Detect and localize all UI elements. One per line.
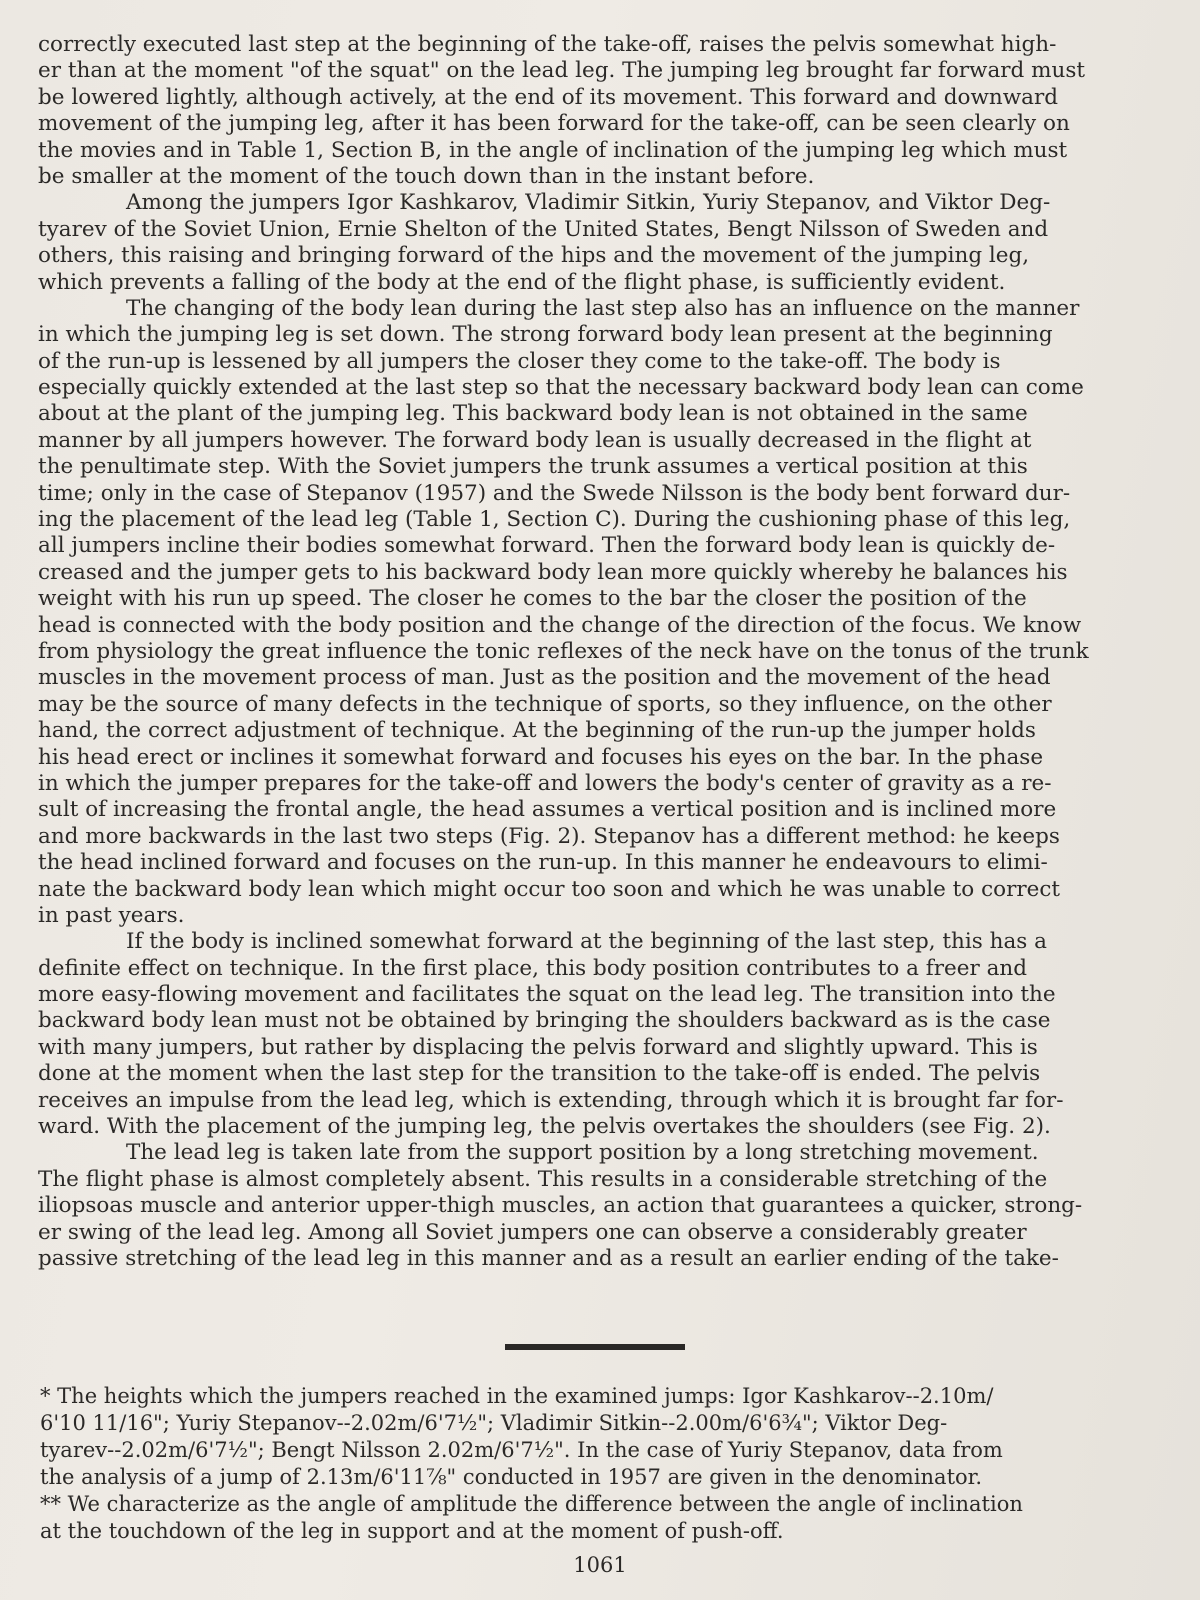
body-line: movement of the jumping leg, after it has been forward for the take-off, can be seen clearly on (38, 111, 1070, 137)
body-line: others, this raising and bringing forward of the hips and the movement of the jumping leg, (38, 243, 1030, 269)
body-line: especially quickly extended at the last step so that the necessary backward body lean can come (38, 375, 1084, 401)
body-line: receives an impulse from the lead leg, which is extending, through which it is brought far for- (38, 1087, 1064, 1113)
body-line: of the run-up is lessened by all jumpers the closer they come to the take-off. The body is (38, 348, 1001, 374)
body-line: correctly executed last step at the beginning of the take-off, raises the pelvis somewhat high- (38, 32, 1057, 57)
body-line: head is connected with the body position and the change of the direction of the focus. We know (38, 612, 1082, 638)
footnotes (40, 1383, 1180, 1545)
body-line: time; only in the case of Stepanov (1957) and the Swede Nilsson is the body bent forward dur- (38, 480, 1071, 506)
body-line: done at the moment when the last step for the transition to the take-off is ended. The pelvis (38, 1061, 1041, 1087)
body-line: creased and the jumper gets to his backward body lean more quickly whereby he balances his (38, 559, 1068, 585)
body-line: the penultimate step. With the Soviet jumpers the trunk assumes a vertical position at this (38, 454, 1028, 480)
body-line: definite effect on technique. In the first place, this body position contributes to a freer and (38, 955, 1028, 981)
body-line: be lowered lightly, although actively, at the end of its movement. This forward and downward (38, 84, 1058, 110)
body-line: The flight phase is almost completely absent. This results in a considerable stretching of the (38, 1166, 1048, 1192)
body-line: The changing of the body lean during the last step also has an influence on the manner (126, 295, 1080, 321)
body-text (38, 32, 1178, 1272)
body-line: The lead leg is taken late from the support position by a long stretching movement. (126, 1140, 1039, 1166)
body-line: Among the jumpers Igor Kashkarov, Vladimir Sitkin, Yuriy Stepanov, and Viktor Deg- (126, 190, 1051, 216)
body-line: the movies and in Table 1, Section B, in the angle of inclination of the jumping leg which must (38, 137, 1068, 163)
body-line: er than at the moment "of the squat" on the lead leg. The jumping leg brought far forward must (38, 58, 1086, 84)
body-line: hand, the correct adjustment of technique. At the beginning of the run-up the jumper holds (38, 718, 1036, 744)
body-line: sult of increasing the frontal angle, the head assumes a vertical position and is inclined more (38, 797, 1057, 823)
body-line: backward body lean must not be obtained by bringing the shoulders backward as is the case (38, 1008, 1051, 1034)
body-line: all jumpers incline their bodies somewhat forward. Then the forward body lean is quickly de- (38, 533, 1056, 559)
footnote-line: ** We characterize as the angle of amplitude the difference between the angle of inclination (40, 1492, 1023, 1516)
footnote-line: at the touchdown of the leg in support and at the moment of push-off. (40, 1519, 784, 1543)
body-line: which prevents a falling of the body at the end of the flight phase, is sufficiently evident. (38, 269, 1006, 295)
body-line: from physiology the great influence the tonic reflexes of the neck have on the tonus of the trunk (38, 638, 1089, 664)
page-number: 1061 (573, 1553, 627, 1577)
body-line: tyarev of the Soviet Union, Ernie Shelton of the United States, Bengt Nilsson of Sweden and (38, 216, 1049, 242)
body-line: manner by all jumpers however. The forward body lean is usually decreased in the flight at (38, 427, 1032, 453)
body-line: his head erect or inclines it somewhat forward and focuses his eyes on the bar. In the phase (38, 744, 1044, 770)
footnote-line: tyarev--2.02m/6'7½"; Bengt Nilsson 2.02m/6'7½". In the case of Yuriy Stepanov, data from (40, 1438, 1003, 1462)
body-line: with many jumpers, but rather by displacing the pelvis forward and slightly upward. This is (38, 1034, 1038, 1060)
body-line: If the body is inclined somewhat forward at the beginning of the last step, this has a (126, 929, 1047, 955)
body-line: muscles in the movement process of man. Just as the position and the movement of the head (38, 665, 1051, 691)
body-line: passive stretching of the lead leg in this manner and as a result an earlier ending of the take- (38, 1245, 1059, 1271)
footnote-separator (505, 1344, 685, 1350)
body-line: in which the jumper prepares for the take-off and lowers the body's center of gravity as a re- (38, 770, 1052, 796)
body-line: more easy-flowing movement and facilitates the squat on the lead leg. The transition into the (38, 982, 1056, 1008)
body-line: ward. With the placement of the jumping leg, the pelvis overtakes the shoulders (see Fig. 2). (38, 1114, 1051, 1140)
body-line: about at the plant of the jumping leg. This backward body lean is not obtained in the same (38, 401, 1028, 427)
footnote-line: 6'10 11/16"; Yuriy Stepanov--2.02m/6'7½"; Vladimir Sitkin--2.00m/6'6¾"; Viktor Deg- (40, 1411, 948, 1435)
body-line: nate the backward body lean which might occur too soon and which he was unable to correct (38, 876, 1061, 902)
body-line: iliopsoas muscle and anterior upper-thigh muscles, an action that guarantees a quicker, strong- (38, 1193, 1083, 1219)
body-line: the head inclined forward and focuses on the run-up. In this manner he endeavours to elimi- (38, 850, 1048, 876)
body-line: be smaller at the moment of the touch down than in the instant before. (38, 163, 815, 189)
body-line: ing the placement of the lead leg (Table 1, Section C). During the cushioning phase of this leg, (38, 507, 1071, 533)
footnote-line: * The heights which the jumpers reached in the examined jumps: Igor Kashkarov--2.10m/ (40, 1384, 994, 1408)
body-line: may be the source of many defects in the technique of sports, so they influence, on the other (38, 691, 1052, 717)
body-line: in past years. (38, 902, 185, 928)
body-line: er swing of the lead leg. Among all Soviet jumpers one can observe a considerably greater (38, 1219, 1027, 1245)
body-line: and more backwards in the last two steps (Fig. 2). Stepanov has a different method: he keeps (38, 823, 1060, 849)
body-line: in which the jumping leg is set down. The strong forward body lean present at the beginning (38, 322, 1053, 348)
footnote-line: the analysis of a jump of 2.13m/6'11⅞" conducted in 1957 are given in the denominator. (40, 1465, 983, 1489)
body-line: weight with his run up speed. The closer he comes to the bar the closer the position of the (38, 586, 1027, 612)
